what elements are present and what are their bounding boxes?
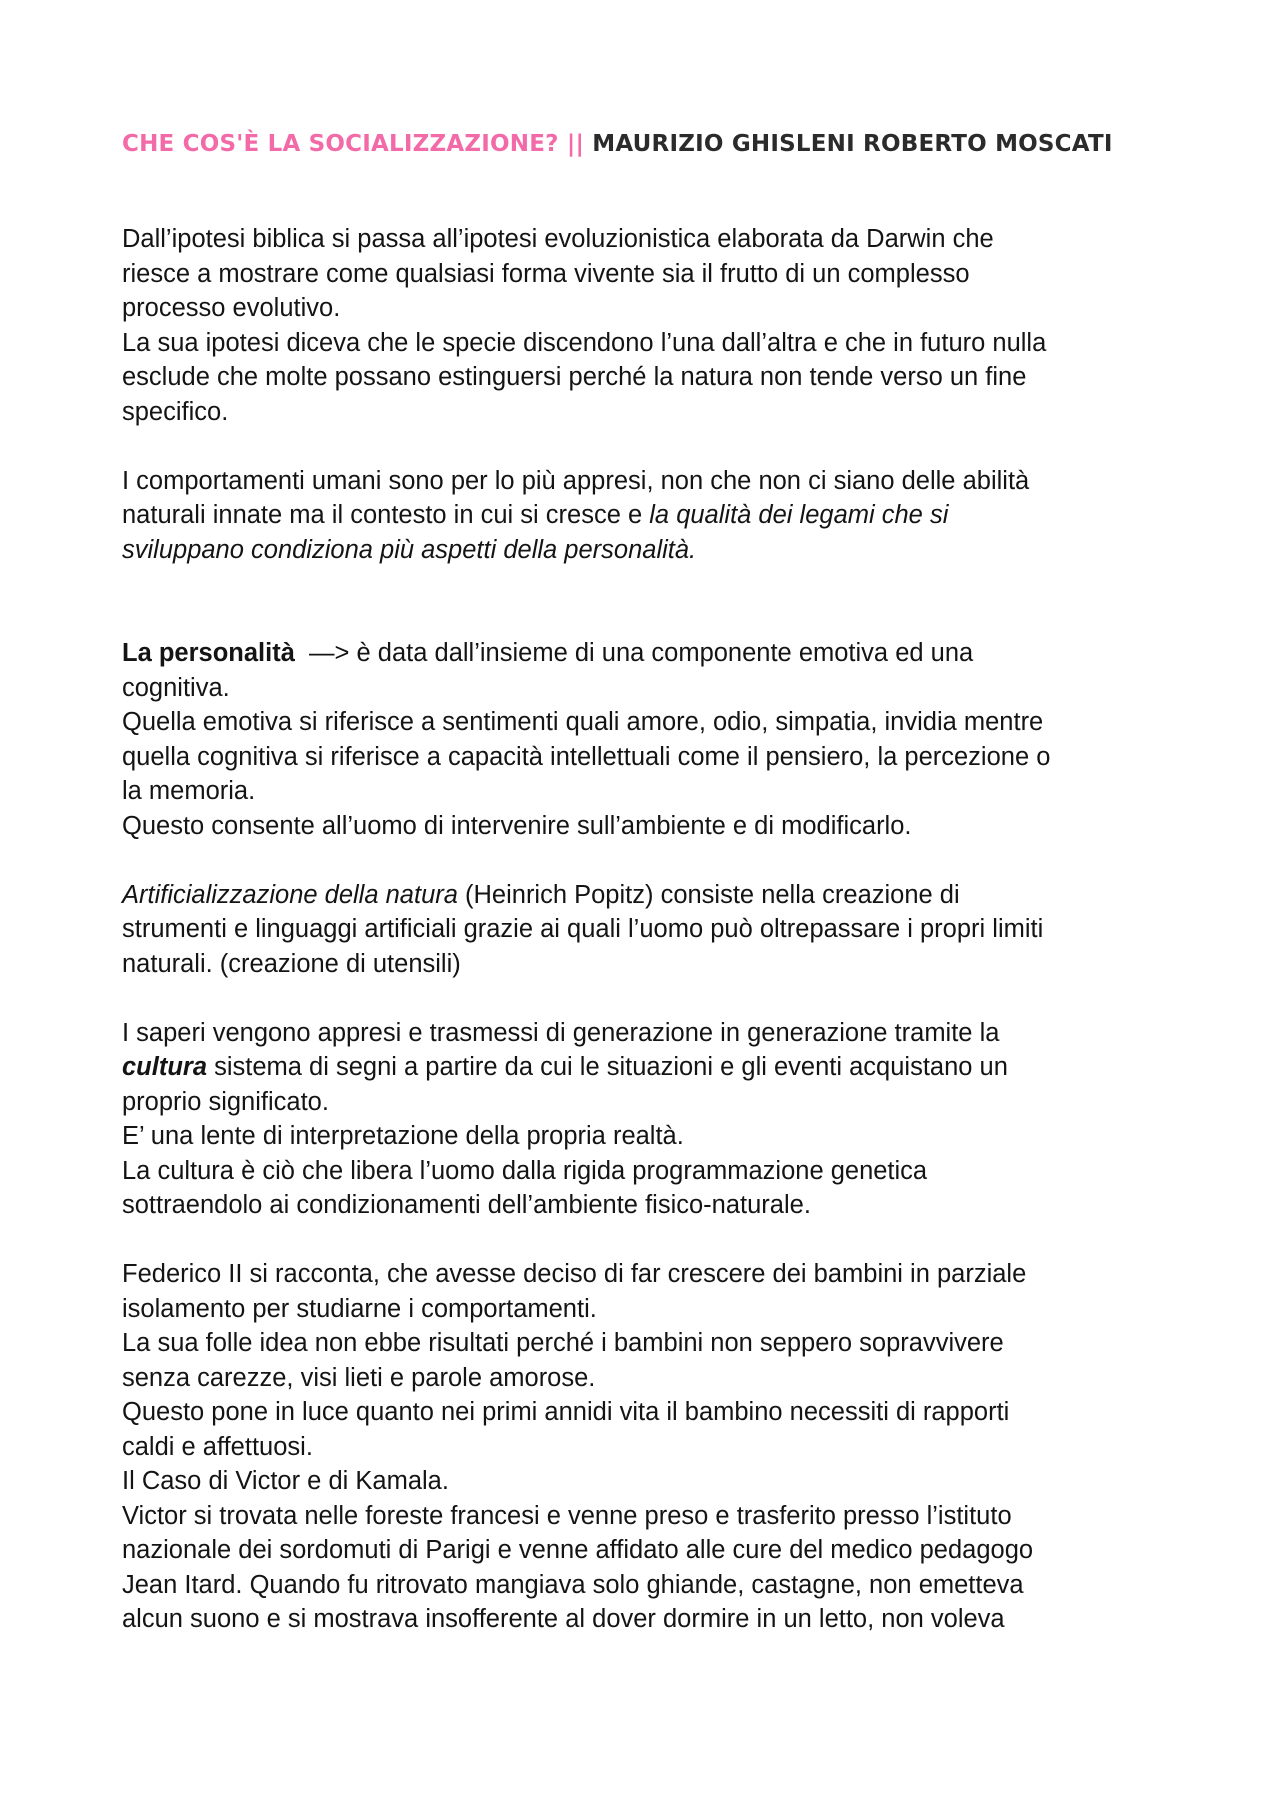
text-line: cognitiva. — [122, 673, 230, 702]
paragraph-cultura — [122, 1016, 1158, 1223]
paragraph-darwin — [122, 222, 1158, 429]
text-line: senza carezze, visi lieti e parole amorose. — [122, 1363, 596, 1392]
paragraph-artificializzazione — [122, 878, 1158, 982]
bold-term: La personalità — [122, 639, 295, 667]
emphasis-text: sviluppano condiziona più aspetti della personalità. — [122, 535, 697, 564]
title-topic: CHE COS'È LA SOCIALIZZAZIONE? || — [122, 131, 593, 157]
text-line: proprio significato. — [122, 1087, 329, 1116]
text-line: caldi e affettuosi. — [122, 1432, 313, 1461]
text-line: Il Caso di Victor e di Kamala. — [122, 1467, 449, 1495]
text-line: Questo pone in luce quanto nei primi annidi vita il bambino necessiti di rapporti — [122, 1398, 1010, 1426]
text-line: La cultura è ciò che libera l’uomo dalla rigida programmazione genetica — [122, 1156, 928, 1185]
text-line: La sua ipotesi diceva che le specie discendono l’una dall’altra e che in futuro nulla — [122, 328, 1047, 357]
text-line: riesce a mostrare come qualsiasi forma vivente sia il frutto di un complesso — [122, 259, 970, 288]
text-line: Federico II si racconta, che avesse deciso di far crescere dei bambini in parziale — [122, 1260, 1027, 1288]
text-line: nazionale dei sordomuti di Parigi e venne affidato alle cure del medico pedagogo — [122, 1536, 1034, 1564]
title-authors: MAURIZIO GHISLENI ROBERTO MOSCATI — [592, 131, 1113, 157]
text-span: naturali innate ma il contesto in cui si cresce e — [122, 501, 650, 529]
paragraph-federico — [122, 1257, 1158, 1637]
bold-italic-term: cultura — [122, 1053, 208, 1081]
text-line: Jean Itard. Quando fu ritrovato mangiava solo ghiande, castagne, non emetteva — [122, 1570, 1024, 1599]
paragraph-spacer — [122, 429, 1158, 464]
document-body — [122, 222, 1158, 1637]
text-line: La sua folle idea non ebbe risultati perché i bambini non seppero sopravvivere — [122, 1329, 1004, 1357]
emphasis-text: Artificializzazione della natura — [122, 880, 458, 909]
text-line — [122, 1050, 1158, 1085]
text-line: I saperi vengono appresi e trasmessi di generazione in generazione tramite la — [122, 1018, 1000, 1047]
text-line: E’ una lente di interpretazione della propria realtà. — [122, 1122, 684, 1150]
text-line: naturali. (creazione di utensili) — [122, 949, 461, 978]
text-line: isolamento per studiarne i comportamenti. — [122, 1294, 597, 1323]
paragraph-spacer — [122, 843, 1158, 878]
text-line — [122, 533, 1158, 568]
text-line: alcun suono e si mostrava insofferente al dover dormire in un letto, non voleva — [122, 1605, 1005, 1633]
text-line: Quella emotiva si riferisce a sentimenti quali amore, odio, simpatia, invidia mentre — [122, 708, 1044, 736]
document-title — [122, 128, 1158, 160]
paragraph-personalita — [122, 636, 1158, 843]
text-line — [122, 878, 1158, 913]
text-line: sottraendolo ai condizionamenti dell’ambiente fisico-naturale. — [122, 1191, 811, 1219]
text-span: sistema di segni a partire da cui le situazioni e gli eventi acquistano un — [207, 1053, 1008, 1081]
text-span: —> è data dall’insieme di una componente emotiva ed una — [294, 639, 974, 667]
text-line: strumenti e linguaggi artificiali grazie ai quali l’uomo può oltrepassare i propri limiti — [122, 915, 1044, 943]
paragraph-spacer — [122, 1223, 1158, 1258]
text-line: specifico. — [122, 397, 229, 426]
text-line: la memoria. — [122, 777, 256, 805]
text-line — [122, 636, 1158, 671]
text-line: esclude che molte possano estinguersi perché la natura non tende verso un fine — [122, 363, 1027, 391]
text-line: quella cognitiva si riferisce a capacità intellettuali come il pensiero, la percezione o — [122, 742, 1051, 771]
paragraph-spacer — [122, 567, 1158, 636]
text-line — [122, 498, 1158, 533]
text-line: I comportamenti umani sono per lo più appresi, non che non ci siano delle abilità — [122, 466, 1030, 495]
text-line: Victor si trovata nelle foreste francesi e venne preso e trasferito presso l’istituto — [122, 1501, 1012, 1530]
text-line: Questo consente all’uomo di intervenire sull’ambiente e di modificarlo. — [122, 811, 912, 840]
text-line: Dall’ipotesi biblica si passa all’ipotesi evoluzionistica elaborata da Darwin che — [122, 225, 994, 253]
text-line: processo evolutivo. — [122, 294, 341, 322]
paragraph-spacer — [122, 981, 1158, 1016]
paragraph-comportamenti — [122, 464, 1158, 568]
text-span: (Heinrich Popitz) consiste nella creazione di — [457, 880, 960, 909]
emphasis-text: la qualità dei legami che si — [649, 501, 949, 529]
